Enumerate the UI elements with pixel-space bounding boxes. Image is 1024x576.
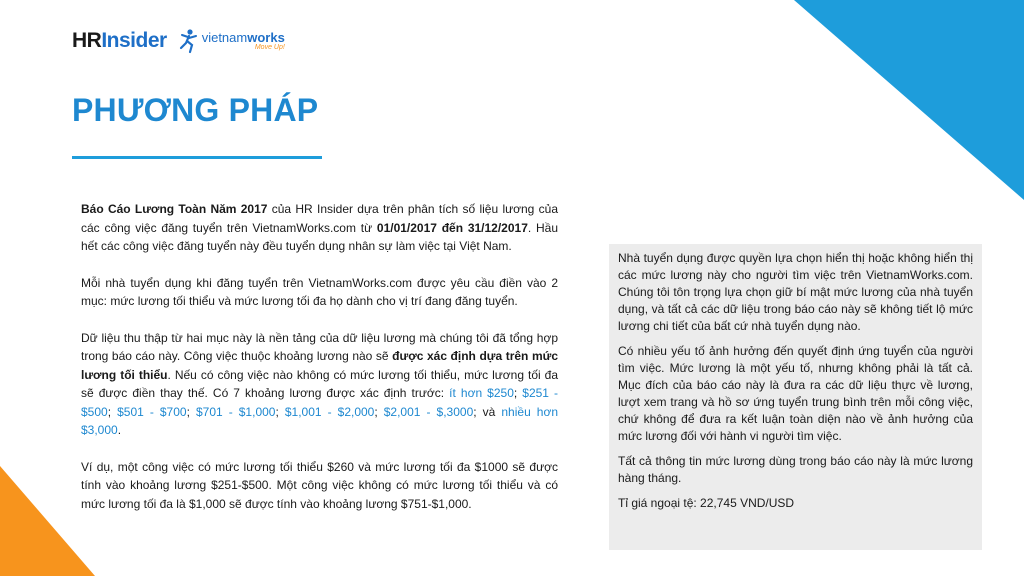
box-paragraph-privacy: Nhà tuyển dụng được quyền lựa chọn hiển thị hoặc không hiển thị các mức lương này cho người tìm việc trên VietnamWorks.com. Chúng tôi tôn trọng lựa chọn giữ bí mật mức lương của nhà tuyển dụng, và tất cả các dữ liệu trong báo cáo này sẽ không tiết lộ mức lương chi tiết của bất cứ nhà tuyển dụng nào.	[618, 251, 973, 333]
vietnamworks-wordmark: vietnamworks	[201, 30, 285, 45]
vietnamworks-tagline: Move Up!	[254, 44, 285, 51]
box-paragraph-exchange-rate: Tỉ giá ngoại tệ: 22,745 VND/USD	[618, 496, 795, 510]
corner-decoration-top-right	[794, 0, 1024, 200]
info-box	[609, 244, 982, 550]
salary-range: $251 - $500	[81, 386, 559, 419]
hr-insider-logo: HRInsider	[72, 29, 167, 52]
methodology-text	[81, 200, 558, 531]
salary-range: ít hơn $250	[449, 386, 514, 400]
vietnamworks-logo	[177, 28, 285, 54]
salary-range: $1,001 - $2,000	[284, 404, 375, 419]
page-title: PHƯƠNG PHÁP	[72, 92, 319, 128]
salary-range: $501 - $700	[117, 404, 187, 419]
box-paragraph-monthly: Tất cả thông tin mức lương dùng trong báo cáo này là mức lương hàng tháng.	[618, 454, 973, 485]
box-paragraph-factors: Có nhiều yếu tố ảnh hưởng đến quyết định ứng tuyển của người tìm việc. Mức lương là một yếu tố, nhưng không phải là tất cả. Mục đích của báo cáo này là đưa ra các dữ liệu thực về lương, lượt xem trang và hồ sơ ứng tuyển trung bình trên mỗi công việc, chứ không để đưa ra kết luận toàn diện nào về ảnh hưởng của mức lương đối với hành vi người tìm việc.	[618, 344, 973, 443]
paragraph-intro: Báo Cáo Lương Toàn Năm 2017 của HR Insider dựa trên phân tích số liệu lương của các công việc đăng tuyển trên VietnamWorks.com từ 01/01/2017 đến 31/12/2017. Hầu hết các công việc đăng tuyển này đều tuyển dụng nhân sự làm việc tại Việt Nam.	[81, 202, 559, 253]
paragraph-input-fields: Mỗi nhà tuyển dụng khi đăng tuyển trên VietnamWorks.com được yêu cầu điền vào 2 mục: mức lương tối thiểu và mức lương tối đa họ dành cho vị trí đang đăng tuyển.	[81, 275, 558, 308]
salary-range: $2,001 - $,3000	[383, 404, 474, 419]
salary-range: $701 - $1,000	[195, 404, 276, 419]
paragraph-example: Ví dụ, một công việc có mức lương tối thiểu $260 và mức lương tối đa $1000 sẽ được tính vào khoảng lương $251-$500. Một công việc không có mức lương tối thiểu và có mức lương tối đa là $1,000 sẽ được tính vào khoảng lương $751-$1,000.	[81, 459, 558, 511]
title-underline	[72, 156, 322, 159]
runner-icon	[177, 28, 199, 54]
salary-range: nhiều hơn $3,000	[81, 404, 559, 437]
paragraph-salary-ranges: Dữ liệu thu thập từ hai mục này là nền tảng của dữ liệu lương mà chúng tôi đã tổng hợp trong báo cáo này. Công việc thuộc khoảng lương nào sẽ được xác định dựa trên mức lương tối thiểu. Nếu có công việc nào không có mức lương tối thiểu, mức lương tối đa sẽ được điền thay thế. Có 7 khoảng lương được xác định trước: ít hơn $250; $251 - $500; $501 - $700; $701 - $1,000; $1,001 - $2,000; $2,001 - $,3000; và nhiều hơn $3,000.	[81, 330, 559, 437]
header-logos	[72, 28, 285, 54]
